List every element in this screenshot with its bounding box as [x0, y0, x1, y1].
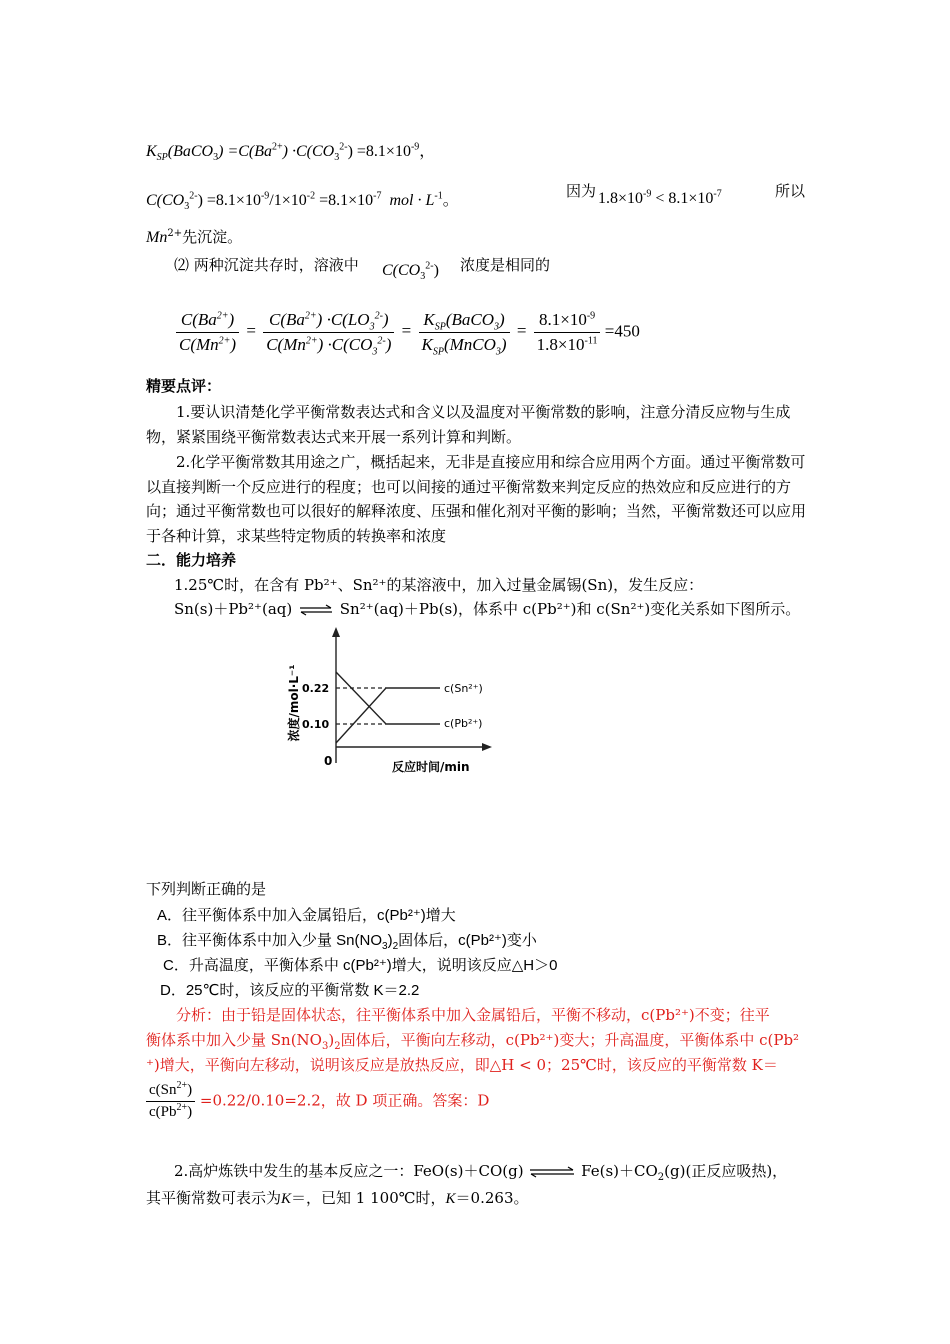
ratio-equation: $\frac{C(Ba^{2+})}{C(Mn^{2+})}$ = $\frac{C(Ba^{2+}) \cdot C(LO_3^{2-})}{C(Mn^{2+}) \cdot C(CO_3^{2-})}$ = $\frac{K_{SP}(BaCO_3)}{K_{SP}(MnCO_3)}$ = $\frac{8.1\times 10^{-9}}{1.8\times 10^{-11}}$ =450 [176, 310, 640, 355]
q2-line-1: 2.高炉炼铁中发生的基本反应之一：FeO(s)＋CO(g) $Fe(s)+CO_2(g)$(正反应吸热)， [174, 1162, 788, 1183]
ratio-result: =450 [604, 321, 640, 341]
fraction-numeric: $\frac{8.1\times 10^{-9}}{1.8\times 10^{-11}}$ [534, 310, 601, 355]
ksp-baco3-equation: $K_{SP}(BaCO_3) =C(Ba^{2+}) \cdot C(CO_3^{2-}) =8.1\times 10^{-9}$， [146, 141, 436, 164]
series-line-pb [336, 672, 440, 724]
x-axis-arrow-icon [482, 743, 492, 751]
x-axis-label: 反应时间/min [392, 760, 470, 774]
because-label: 因为 [566, 182, 597, 200]
section-heading: 二．能力培养 [146, 551, 237, 569]
option-b: B．往平衡体系中加入少量 $Sn(NO_3)_2$固体后，c(Pb²⁺)变小 [157, 932, 537, 952]
fraction-ksp: $\frac{K_{SP}(BaCO_3)}{K_{SP}(MnCO_3)}$ [419, 310, 510, 355]
carbonate-concentration-equation: $C(CO_3^{2-}) =8.1\times 10^{-9}/1\times 10^{-2} =8.1\times 10^{-7}$ mol · $L^{-1}$。 [146, 190, 459, 213]
y-axis-arrow-icon [332, 627, 340, 637]
series-label-pb: c(Pb²⁺) [444, 717, 483, 730]
fraction-concentration-products: $\frac{C(Ba^{2+}) \cdot C(LO_3^{2-})}{C(Mn^{2+}) \cdot C(CO_3^{2-})}$ [263, 310, 394, 355]
series-label-sn: c(Sn²⁺) [444, 682, 483, 695]
analysis-line-3: ⁺)增大，平衡向左移动，说明该反应是放热反应，即△H < 0；25℃时，该反应的平衡常数 K＝ [146, 1056, 778, 1074]
option-c: C．升高温度，平衡体系中 c(Pb²⁺)增大，说明该反应△H＞0 [163, 957, 558, 974]
comparison-expression: $1.8\times 10^{-9} < 8.1\times 10^{-7}$ [598, 188, 722, 207]
review-heading: 精要点评： [146, 377, 222, 395]
analysis-line-2: 衡体系中加入少量 $Sn(NO_3)_2$固体后，平衡向左移动，c(Pb²⁺)变大；升高温度，平衡体系中 c(Pb² [146, 1031, 800, 1052]
review-paragraph-1: 1.要认识清楚化学平衡常数表达式和含义以及温度对平衡常数的影响，注意分清反应物与生成物，紧紧围绕平衡常数表达式来开展一系列计算和判断。 [146, 403, 791, 446]
q1-reaction: Sn(s)＋Pb²⁺(aq) Sn²⁺(aq)＋Pb(s)，体系中 c(Pb²⁺)和 c(Sn²⁺)变化关系如下图所示。 [174, 600, 801, 618]
concentration-same-text: 浓度是相同的 [460, 256, 551, 274]
k-fraction: $\frac{c(Sn^{2+})}{c(Pb^{2+})}$ [146, 1082, 195, 1121]
fraction-ba-mn: $\frac{C(Ba^{2+})}{C(Mn^{2+})}$ [176, 310, 239, 355]
analysis-line-1: 分析：由于铅是固体状态，往平衡体系中加入金属铅后，平衡不移动，c(Pb²⁺)不变；往平 [176, 1006, 770, 1024]
option-a: A．往平衡体系中加入金属铅后，c(Pb²⁺)增大 [157, 907, 456, 924]
carbonate-conc-inline: $C(CO_3^{2-})$ [382, 260, 439, 283]
option-d: D．25℃时，该反应的平衡常数 K＝2.2 [160, 982, 420, 999]
origin-label: 0 [324, 754, 333, 768]
q2-line-2: 其平衡常数可表示为K＝，已知 1 100℃时，K＝0.263。 [146, 1189, 529, 1207]
y-axis-label: 浓度/mol·L⁻¹ [287, 664, 301, 742]
so-label: 所以 [775, 182, 806, 200]
equilibrium-arrow-icon [299, 604, 333, 616]
y-tick-label-022: 0.22 [302, 682, 330, 695]
y-tick-label-010: 0.10 [302, 718, 330, 731]
q1-stem: 下列判断正确的是 [146, 880, 267, 898]
mn-precipitates-first: $Mn^{2+}$先沉淀。 [146, 228, 243, 246]
coexist-statement: ⑵ 两种沉淀共存时，溶液中 [174, 256, 359, 274]
concentration-time-chart [280, 625, 500, 785]
series-line-sn [336, 688, 440, 743]
k-expression: $\frac{c(Sn^{2+})}{c(Pb^{2+})}$ =0.22/0.10=2.2，故 D 项正确。答案：D [146, 1082, 489, 1121]
review-paragraph-2: 2.化学平衡常数其用途之广，概括起来，无非是直接应用和综合应用两个方面。通过平衡常数可以直接判断一个反应进行的程度；也可以间接的通过平衡常数来判定反应的热效应和反应进行的方向；通过平衡常数也可以很好的解释浓度、压强和催化剂对平衡的影响；当然，平衡常数还可以应用于各种计算，求某些特定物质的转换率和浓度 [146, 453, 807, 545]
q1-intro: 1.25℃时，在含有 Pb²⁺、Sn²⁺的某溶液中，加入过量金属锡(Sn)，发生反应： [174, 576, 704, 594]
equilibrium-arrow-icon-2 [529, 1166, 575, 1178]
